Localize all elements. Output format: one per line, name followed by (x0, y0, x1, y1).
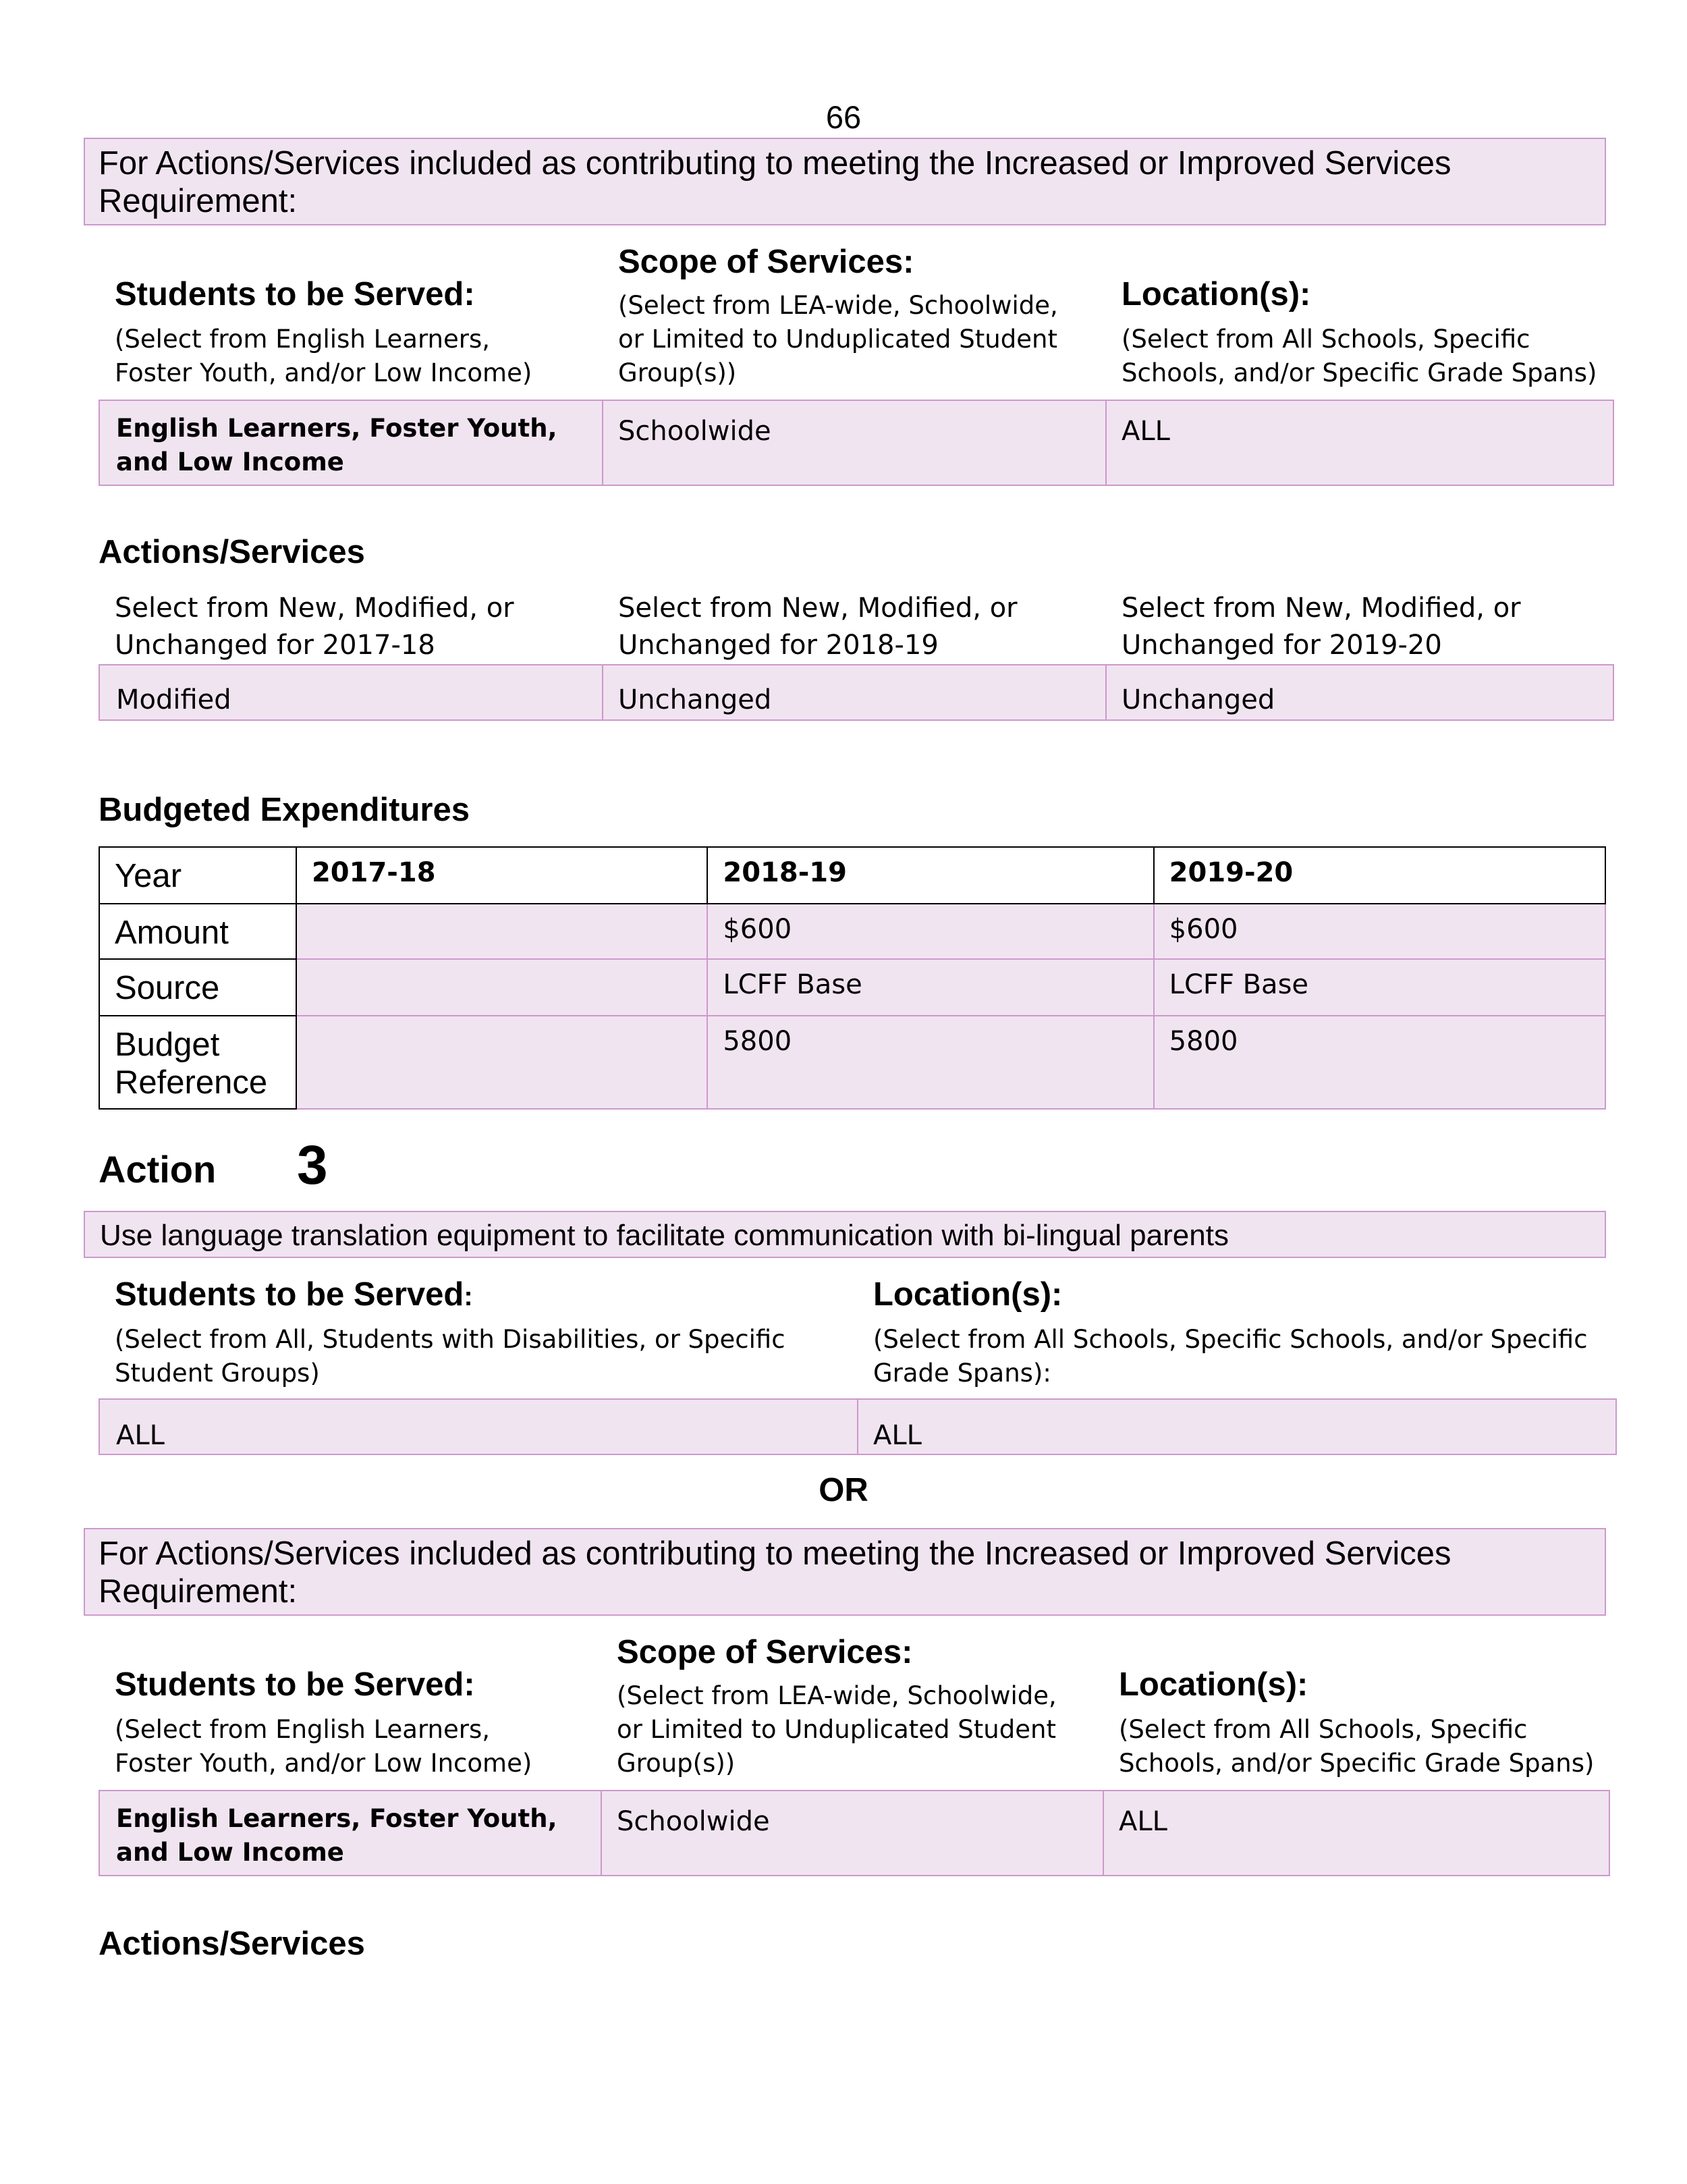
scope-note: (Select from LEA-wide, Schoolwide, or Limited to Unduplicated Student Group(s)) (618, 291, 1058, 387)
action-label: Action (99, 1148, 217, 1191)
reference-2019-20[interactable]: 5800 (1154, 1016, 1605, 1109)
or-separator: OR (819, 1472, 868, 1508)
students-heading: Students to be Served: (115, 276, 475, 312)
source-2019-20[interactable]: LCFF Base (1154, 959, 1605, 1016)
select-2017-18-note: Select from New, Modified, or Unchanged for 2017-18 (115, 593, 514, 661)
action3-location-heading: Location(s): (873, 1276, 1063, 1313)
amount-2017-18[interactable] (296, 904, 707, 959)
scope-heading-2: Scope of Services: (617, 1634, 913, 1670)
budget-amount-row (99, 904, 1605, 959)
students-value-2[interactable]: English Learners, Foster Youth, and Low Income (99, 1790, 602, 1876)
budget-source-row (99, 959, 1605, 1016)
action-description[interactable]: Use language translation equipment to facilitate communication with bi-lingual parents (84, 1211, 1606, 1258)
location-value[interactable]: ALL (1105, 400, 1614, 486)
action3-served-row (99, 1398, 1617, 1455)
action3-location-note: (Select from All Schools, Specific Schools, and/or Specific Grade Spans): (873, 1325, 1588, 1388)
amount-label: Amount (99, 904, 296, 959)
year-2019-20: 2019-20 (1154, 847, 1605, 904)
action3-students-colon: : (464, 1282, 473, 1311)
status-2019-20[interactable]: Unchanged (1105, 664, 1614, 721)
action3-students-heading-text: Students to be Served (115, 1276, 464, 1313)
action3-location-value[interactable]: ALL (857, 1398, 1617, 1455)
year-2018-19: 2018-19 (707, 847, 1153, 904)
amount-2019-20[interactable]: $600 (1154, 904, 1605, 959)
amount-2018-19[interactable]: $600 (707, 904, 1153, 959)
status-2018-19[interactable]: Unchanged (602, 664, 1107, 721)
year-2017-18: 2017-18 (296, 847, 707, 904)
location-heading-2: Location(s): (1119, 1666, 1308, 1703)
students-note: (Select from English Learners, Foster Youth, and/or Low Income) (115, 325, 532, 387)
page-number: 66 (825, 99, 862, 135)
increased-services-banner: For Actions/Services included as contributing to meeting the Increased or Improved Services Requirement: (84, 138, 1606, 225)
source-2018-19[interactable]: LCFF Base (707, 959, 1153, 1016)
students-heading-2: Students to be Served: (115, 1666, 475, 1703)
scope-note-2: (Select from LEA-wide, Schoolwide, or Limited to Unduplicated Student Group(s)) (617, 1681, 1057, 1778)
action-number: 3 (297, 1135, 328, 1196)
source-2017-18[interactable] (296, 959, 707, 1016)
select-2019-20-note: Select from New, Modified, or Unchanged for 2019-20 (1122, 593, 1521, 661)
source-label: Source (99, 959, 296, 1016)
actions-services-heading: Actions/Services (99, 534, 365, 570)
served-row (99, 400, 1614, 486)
budget-heading: Budgeted Expenditures (99, 792, 470, 828)
scope-value-2[interactable]: Schoolwide (601, 1790, 1104, 1876)
location-note: (Select from All Schools, Specific Schools, and/or Specific Grade Spans) (1122, 325, 1597, 387)
year-label: Year (99, 847, 296, 904)
increased-services-banner-2: For Actions/Services included as contributing to meeting the Increased or Improved Services Requirement: (84, 1528, 1606, 1616)
budget-year-row (99, 847, 1605, 904)
actions-status-row (99, 664, 1614, 721)
reference-2017-18[interactable] (296, 1016, 707, 1109)
budget-table (99, 846, 1606, 1110)
location-heading: Location(s): (1122, 276, 1311, 312)
reference-2018-19[interactable]: 5800 (707, 1016, 1153, 1109)
action3-students-note: (Select from All, Students with Disabilities, or Specific Student Groups) (115, 1325, 785, 1388)
students-note-2: (Select from English Learners, Foster Youth, and/or Low Income) (115, 1715, 532, 1778)
students-value[interactable]: English Learners, Foster Youth, and Low Income (99, 400, 603, 486)
status-2017-18[interactable]: Modified (99, 664, 603, 721)
served-row-2 (99, 1790, 1610, 1876)
location-value-2[interactable]: ALL (1103, 1790, 1610, 1876)
budget-reference-row (99, 1016, 1605, 1109)
budget-reference-label: Budget Reference (99, 1016, 296, 1109)
select-2018-19-note: Select from New, Modified, or Unchanged for 2018-19 (618, 593, 1018, 661)
action3-students-value[interactable]: ALL (99, 1398, 858, 1455)
scope-heading: Scope of Services: (618, 244, 914, 280)
action3-students-heading (115, 1276, 473, 1313)
location-note-2: (Select from All Schools, Specific Schools, and/or Specific Grade Spans) (1119, 1715, 1595, 1778)
actions-services-heading-2: Actions/Services (99, 1926, 365, 1962)
scope-value[interactable]: Schoolwide (602, 400, 1107, 486)
